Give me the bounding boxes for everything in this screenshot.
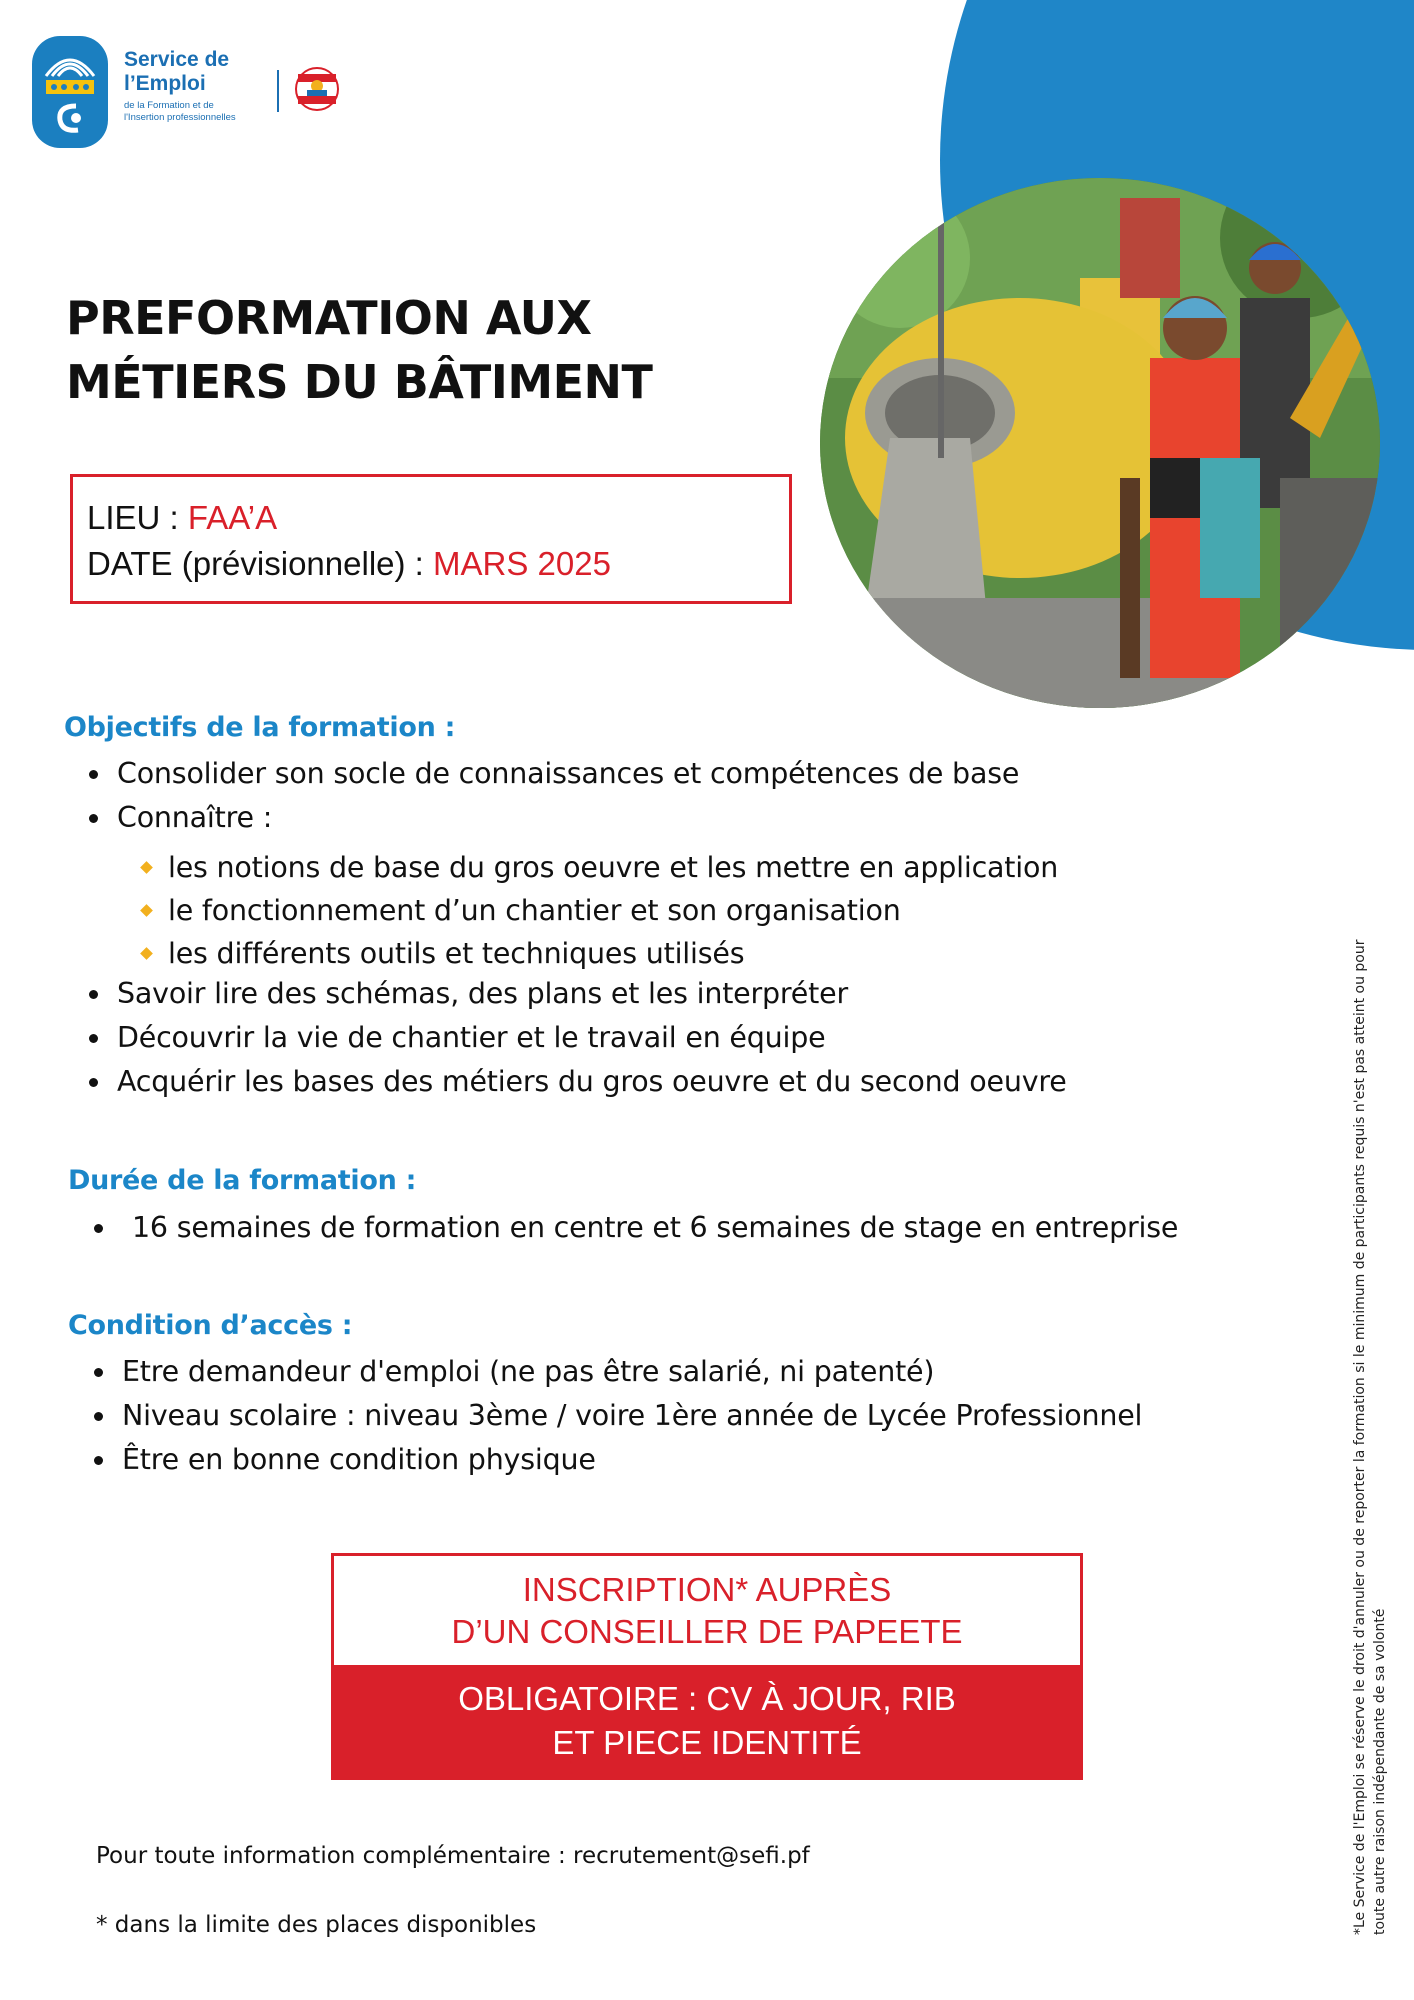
logo-sub-line2: l'Insertion professionnelles — [124, 112, 236, 123]
date-value: MARS 2025 — [433, 545, 611, 582]
inscription-requirements — [334, 1665, 1080, 1777]
logo-sub-line1: de la Formation et de — [124, 100, 214, 111]
list-item: 16 semaines de formation en centre et 6 semaines de stage en entreprise — [90, 1206, 1178, 1250]
list-item: Etre demandeur d'emploi (ne pas être salarié, ni patenté) — [90, 1350, 1142, 1394]
lieu-value: FAA’A — [187, 499, 278, 536]
inscription-line4: ET PIECE IDENTITÉ — [552, 1724, 862, 1761]
list-item: Être en bonne condition physique — [90, 1438, 1142, 1482]
list-item: Consolider son socle de connaissances et compétences de base — [85, 752, 1019, 796]
list-item: Découvrir la vie de chantier et le travail en équipe — [85, 1016, 1067, 1060]
contact-info: Pour toute information complémentaire : recrutement@sefi.pf — [96, 1843, 810, 1869]
logo-title-line1: Service de — [124, 48, 230, 71]
list-item: Connaître : — [85, 796, 1019, 840]
side-disclaimer-line2: toute autre raison indépendante de sa volonté — [1372, 1608, 1388, 1935]
polynesia-emblem-icon — [294, 66, 340, 112]
sub-list-item: les notions de base du gros oeuvre et les mettre en application — [138, 846, 1058, 889]
objectifs-heading: Objectifs de la formation : — [64, 712, 456, 743]
objectifs-list-bottom — [85, 972, 1067, 1104]
condition-list — [90, 1350, 1142, 1482]
logo-divider — [277, 70, 279, 112]
page-title — [66, 286, 652, 414]
inscription-line1: INSCRIPTION* AUPRÈS — [522, 1571, 892, 1608]
side-disclaimer-line1: *Le Service de l'Emploi se réserve le droit d'annuler ou de reporter la formation si le minimum de participants requis n'est pas atteint ou pour — [1352, 939, 1368, 1935]
duree-heading: Durée de la formation : — [68, 1165, 417, 1196]
list-item: Niveau scolaire : niveau 3ème / voire 1ère année de Lycée Professionnel — [90, 1394, 1142, 1438]
date-label: DATE (prévisionnelle) : — [87, 545, 434, 582]
list-item: Savoir lire des schémas, des plans et les interpréter — [85, 972, 1067, 1016]
inscription-top — [334, 1556, 1080, 1666]
construction-workers-photo — [820, 178, 1380, 708]
inscription-box — [331, 1553, 1083, 1780]
condition-heading: Condition d’accès : — [68, 1310, 353, 1341]
objectifs-list-top — [85, 752, 1019, 840]
list-item: Acquérir les bases des métiers du gros oeuvre et du second oeuvre — [85, 1060, 1067, 1104]
sub-list-item: le fonctionnement d’un chantier et son organisation — [138, 889, 1058, 932]
duree-list — [90, 1206, 1178, 1250]
sub-list-item: les différents outils et techniques utilisés — [138, 932, 1058, 975]
sefi-logo-icon — [32, 36, 108, 148]
logo-title-line2: l’Emploi — [124, 72, 206, 95]
lieu-label: LIEU : — [87, 499, 188, 536]
side-disclaimer — [1350, 705, 1390, 1935]
location-date-box — [70, 474, 792, 604]
inscription-line2: D’UN CONSEILLER DE PAPEETE — [451, 1613, 963, 1650]
footnote: * dans la limite des places disponibles — [96, 1912, 537, 1938]
logo-text — [124, 48, 236, 124]
inscription-line3: OBLIGATOIRE : CV À JOUR, RIB — [458, 1680, 956, 1717]
objectifs-sub-list — [138, 846, 1058, 975]
title-line1: PREFORMATION AUX — [66, 291, 592, 345]
title-line2: MÉTIERS DU BÂTIMENT — [66, 355, 653, 409]
